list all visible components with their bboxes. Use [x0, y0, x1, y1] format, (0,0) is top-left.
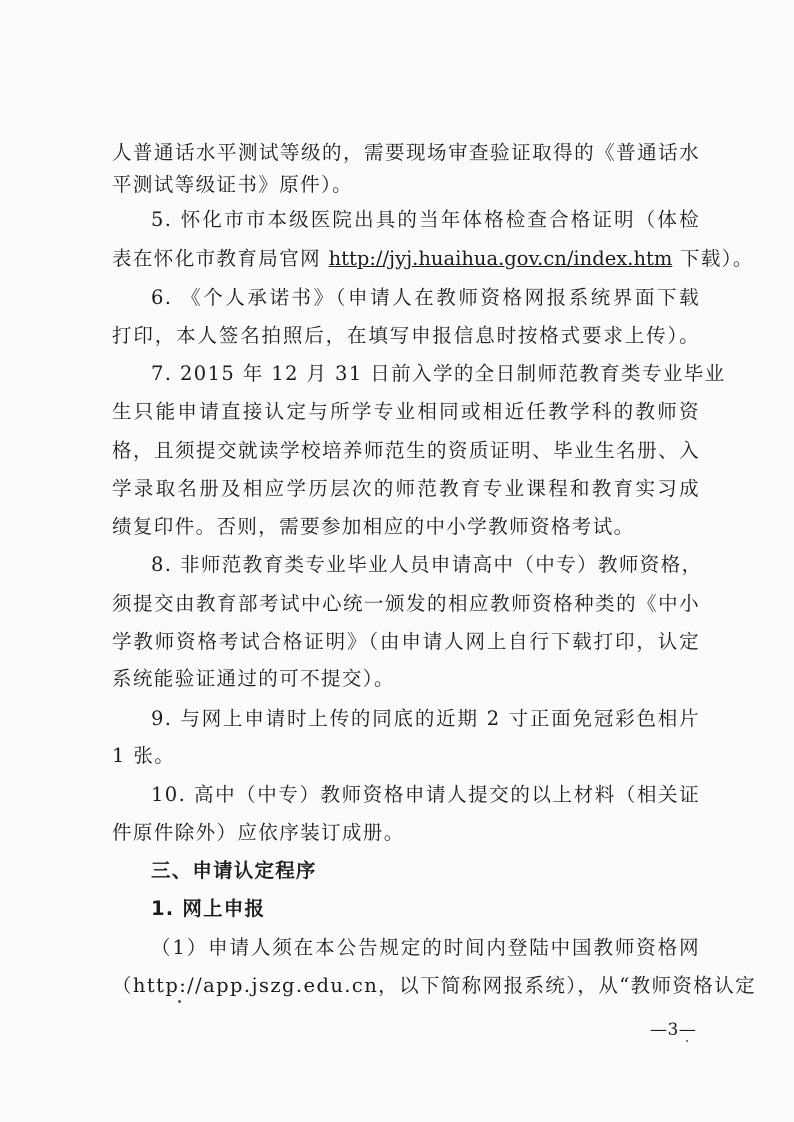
- text-line: 1 张。: [112, 744, 176, 767]
- text-line: 须提交由教育部考试中心统一颁发的相应教师资格种类的《中小: [112, 592, 700, 615]
- text-line: 9. 与网上申请时上传的同底的近期 2 寸正面免冠彩色相片: [151, 707, 700, 730]
- text-line: 5. 怀化市市本级医院出具的当年体格检查合格证明（体检: [151, 208, 700, 231]
- text-line: 人普通话水平测试等级的，需要现场审查验证取得的《普通话水: [112, 141, 700, 164]
- text-line: 生只能申请直接认定与所学专业相同或相近任教学科的教师资: [112, 400, 700, 423]
- text-line: 学录取名册及相应学历层次的师范教育专业课程和教育实习成: [112, 477, 700, 500]
- text-line: （http://app.jszg.edu.cn，以下简称网报系统），从“教师资格认定: [112, 974, 756, 997]
- education-bureau-link[interactable]: http://jyj.huaihua.gov.cn/index.htm: [328, 247, 673, 270]
- text-line: 打印，本人签名拍照后，在填写申报信息时按格式要求上传）。: [112, 324, 700, 347]
- link-prefix: 表在怀化市教育局官网: [112, 247, 329, 270]
- text-line: 学教师资格考试合格证明》（由申请人网上自行下载打印，认定: [112, 630, 700, 653]
- text-line-with-link: [112, 244, 754, 274]
- section-heading: 三、申请认定程序: [151, 859, 317, 882]
- text-line: 系统能验证通过的可不提交）。: [112, 667, 395, 690]
- text-line: 平测试等级证书》原件）。: [112, 173, 354, 196]
- scan-speck: [686, 1040, 688, 1042]
- text-line: 绩复印件。否则，需要参加相应的中小学教师资格考试。: [112, 515, 635, 538]
- page-number: —3—: [650, 1020, 697, 1040]
- text-line: 7. 2015 年 12 月 31 日前入学的全日制师范教育类专业毕业: [151, 362, 726, 385]
- scan-speck: [178, 1000, 181, 1003]
- text-line: 6. 《个人承诺书》（申请人在教师资格网报系统界面下载: [151, 286, 700, 309]
- text-line: 10. 高中（中专）教师资格申请人提交的以上材料（相关证: [151, 783, 700, 806]
- subsection-heading: 1. 网上申报: [151, 897, 266, 920]
- link-suffix: 下载）。: [672, 247, 754, 270]
- text-line: 8. 非师范教育类专业毕业人员申请高中（中专）教师资格，: [151, 553, 703, 576]
- text-line: （1）申请人须在本公告规定的时间内登陆中国教师资格网: [151, 936, 700, 959]
- text-line: 格，且须提交就读学校培养师范生的资质证明、毕业生名册、入: [112, 439, 700, 462]
- text-line: 件原件除外）应依序装订成册。: [112, 821, 405, 844]
